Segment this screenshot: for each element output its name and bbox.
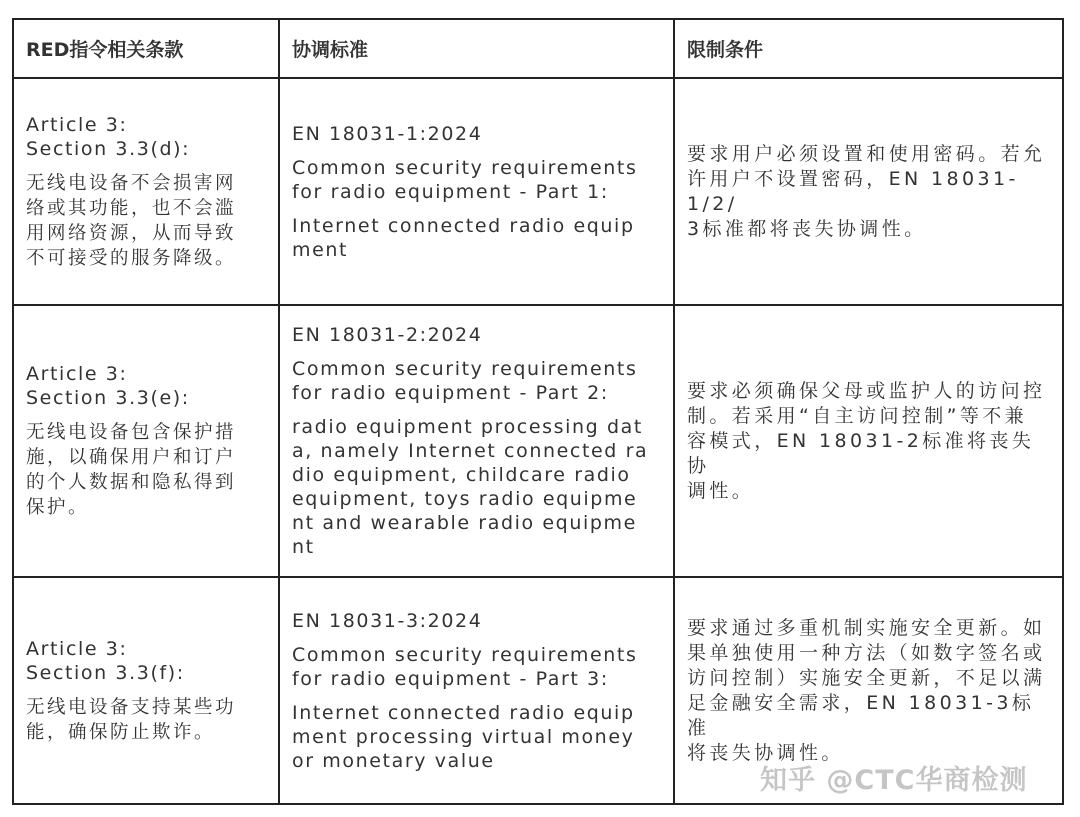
watermark: 知乎 @CTC华商检测 <box>760 765 1028 796</box>
table-row <box>13 78 1063 305</box>
header-harmonised-standard: 协调标准 <box>279 19 674 78</box>
clause-cell <box>13 577 279 804</box>
standard-code: EN 18031-1:2024 <box>292 122 483 145</box>
standard-scope: Internet connected radio equip ment processing virtual money or monetary value <box>292 701 635 772</box>
table-header-row <box>13 19 1063 78</box>
red-standards-table <box>12 18 1064 805</box>
standard-title: Common security requirements for radio equipment - Part 2: <box>292 358 638 404</box>
article-description: 无线电设备不会损害网 络或其功能，也不会滥 用网络资源，从而导致 不可接受的服务降级。 <box>26 172 237 269</box>
article-description: 无线电设备包含保护措 施，以确保用户和订户 的个人数据和隐私得到 保护。 <box>26 422 237 518</box>
article-label: Article 3: Section 3.3(d): <box>26 113 191 160</box>
condition-cell <box>674 78 1063 305</box>
standard-title: Common security requirements for radio equipment - Part 1: <box>292 156 638 203</box>
standard-cell <box>279 305 674 577</box>
standard-code: EN 18031-3:2024 <box>292 609 483 632</box>
standard-cell <box>279 577 674 804</box>
condition-text: 要求必须确保父母或监护人的访问控 制。若采用“自主访问控制”等不兼 容模式，EN 18031-2标准将丧失协 调性。 <box>687 379 1046 502</box>
standard-scope: radio equipment processing dat a, namely Internet connected ra dio equipment, childcare radio equipment, toys radio equipme nt and wearable radio equipme nt <box>292 416 649 558</box>
article-description: 无线电设备支持某些功 能，确保防止欺诈。 <box>26 696 237 743</box>
condition-text: 要求通过多重机制实施安全更新。如 果单独使用一种方法（如数字签名或 访问控制）实施安全更新，不足以满 足金融安全需求，EN 18031-3标准 将丧失协调性。 <box>687 616 1046 764</box>
standard-code: EN 18031-2:2024 <box>292 324 483 346</box>
condition-cell <box>674 305 1063 577</box>
article-label: Article 3: Section 3.3(e): <box>26 363 190 409</box>
table-row <box>13 305 1063 577</box>
standard-cell <box>279 78 674 305</box>
article-label: Article 3: Section 3.3(f): <box>26 637 185 684</box>
header-red-clause: RED指令相关条款 <box>13 19 279 78</box>
clause-cell <box>13 78 279 305</box>
condition-text: 要求用户必须设置和使用密码。若允 许用户不设置密码，EN 18031-1/2/ 3标准都将丧失协调性。 <box>687 142 1046 240</box>
header-restriction: 限制条件 <box>674 19 1063 78</box>
standard-title: Common security requirements for radio equipment - Part 3: <box>292 643 638 690</box>
standard-scope: Internet connected radio equip ment <box>292 214 635 261</box>
clause-cell <box>13 305 279 577</box>
